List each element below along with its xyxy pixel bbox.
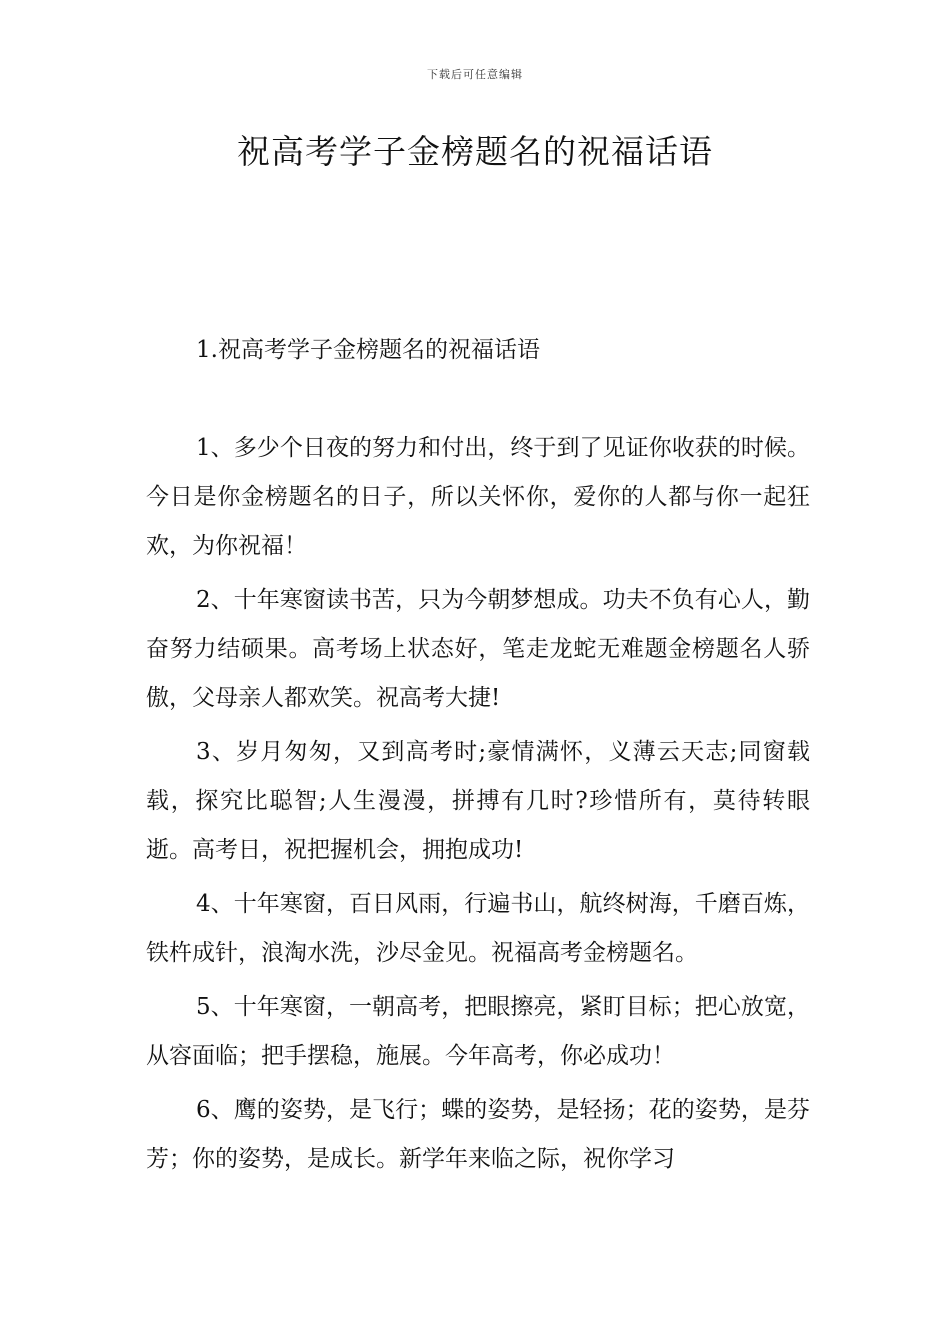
blessing-paragraph-2: 2、十年寒窗读书苦，只为今朝梦想成。功夫不负有心人，勤奋努力结硕果。高考场上状态好，笔走龙蛇无难题金榜题名人骄傲，父母亲人都欢笑。祝高考大捷! [146,587,810,711]
section-heading: 1.祝高考学子金榜题名的祝福话语 [196,337,540,363]
document-title: 祝高考学子金榜题名的祝福话语 [237,132,713,171]
header-note: 下载后可任意编辑 [427,68,523,81]
blessing-paragraph-6: 6、鹰的姿势，是飞行；蝶的姿势，是轻扬；花的姿势，是芬芳；你的姿势，是成长。新学年来临之际，祝你学习 [146,1097,810,1172]
body-text [146,424,810,1189]
blessing-paragraph-5: 5、十年寒窗，一朝高考，把眼擦亮，紧盯目标；把心放宽，从容面临；把手摆稳，施展。今年高考，你必成功！ [146,994,810,1069]
blessing-paragraph-1: 1、多少个日夜的努力和付出，终于到了见证你收获的时候。今日是你金榜题名的日子，所以关怀你，爱你的人都与你一起狂欢，为你祝福！ [146,435,810,559]
blessing-paragraph-3: 3、岁月匆匆，又到高考时;豪情满怀，义薄云天志;同窗载载，探究比聪智;人生漫漫，拼搏有几时?珍惜所有，莫待转眼逝。高考日，祝把握机会，拥抱成功! [146,739,810,863]
blessing-paragraph-4: 4、十年寒窗，百日风雨，行遍书山，航终树海，千磨百炼，铁杵成针，浪淘水洗，沙尽金见。祝福高考金榜题名。 [146,891,810,966]
